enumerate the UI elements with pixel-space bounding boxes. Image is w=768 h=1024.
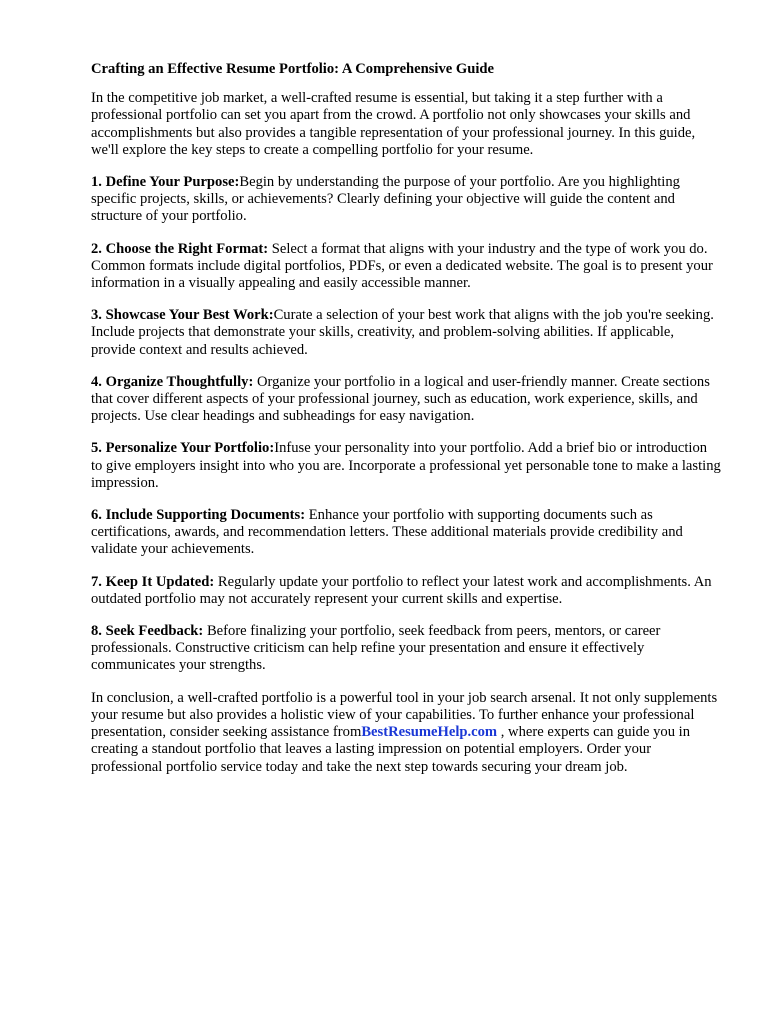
step-8-heading: 8. Seek Feedback: <box>91 623 204 640</box>
step-4-text: Organize your portfolio in a logical and user-friendly manner. Create sections that cover different aspects of your professional journey, such as education, work experience, skills, and projects. Use clear headings and subheadings for easy navigation. <box>91 373 710 425</box>
step-5-paragraph <box>91 440 721 492</box>
document-title: Crafting an Effective Resume Portfolio: A Comprehensive Guide <box>91 61 495 77</box>
step-4-paragraph <box>91 374 721 426</box>
step-8-text: Before finalizing your portfolio, seek feedback from peers, mentors, or career professionals. Constructive criticism can help refine your presentation and ensure it effectively communicates your strengths. <box>91 623 661 674</box>
intro-paragraph: In the competitive job market, a well-crafted resume is essential, but taking it a step further with a professional portfolio can set you apart from the crowd. A portfolio not only showcases your skills and accomplishments but also provides a tangible representation of your professional journey. In this guide, we'll explore the key steps to create a compelling portfolio for your resume. <box>91 90 696 158</box>
step-2-heading: 2. Choose the Right Format: <box>91 240 269 257</box>
step-6-heading: 6. Include Supporting Documents: <box>91 507 306 524</box>
step-1-heading: 1. Define Your Purpose: <box>91 174 240 191</box>
step-5-heading: 5. Personalize Your Portfolio: <box>91 440 275 457</box>
best-resume-help-link[interactable]: BestResumeHelp.com <box>361 724 498 741</box>
conclusion-text-before-link: In conclusion, a well-crafted portfolio is a powerful tool in your job search arsenal. It not only supplements your resume but also provides a holistic view of your capabilities. To further enhance your professional presentation, consider seeking assistance from <box>91 689 718 741</box>
step-3-text: Curate a selection of your best work that aligns with the job you're seeking. Include projects that demonstrate your skills, creativity, and problem-solving abilities. If applicable, provide context and results achieved. <box>91 307 714 358</box>
step-1-paragraph <box>91 174 721 226</box>
step-4-heading: 4. Organize Thoughtfully: <box>91 373 254 390</box>
conclusion-paragraph <box>91 690 721 776</box>
conclusion-text-after-link: , where experts can guide you in creating a standout portfolio that leaves a lasting impression on potential employers. Order your professional portfolio service today and take the next step towards securing your dream job. <box>91 724 690 775</box>
step-8-paragraph <box>91 623 721 675</box>
step-2-text: Select a format that aligns with your industry and the type of work you do. Common formats include digital portfolios, PDFs, or even a dedicated website. The goal is to present your information in a visually appealing and easily accessible manner. <box>91 240 713 292</box>
step-1-text: Begin by understanding the purpose of your portfolio. Are you highlighting specific projects, skills, or achievements? Clearly defining your objective will guide the content and structure of your portfolio. <box>91 174 680 225</box>
step-6-text: Enhance your portfolio with supporting documents such as certifications, awards, and recommendation letters. These additional materials provide credibility and validate your achievements. <box>91 507 683 558</box>
step-7-text: Regularly update your portfolio to reflect your latest work and accomplishments. An outdated portfolio may not accurately represent your current skills and expertise. <box>91 573 712 607</box>
step-3-heading: 3. Showcase Your Best Work: <box>91 307 274 324</box>
step-5-text: Infuse your personality into your portfolio. Add a brief bio or introduction to give employers insight into who you are. Incorporate a professional yet personable tone to make a lasting impression. <box>91 440 721 491</box>
step-2-paragraph <box>91 241 721 293</box>
document-page <box>91 58 721 776</box>
step-7-heading: 7. Keep It Updated: <box>91 573 215 590</box>
step-6-paragraph <box>91 507 721 559</box>
step-7-paragraph <box>91 574 721 608</box>
step-3-paragraph <box>91 307 721 359</box>
